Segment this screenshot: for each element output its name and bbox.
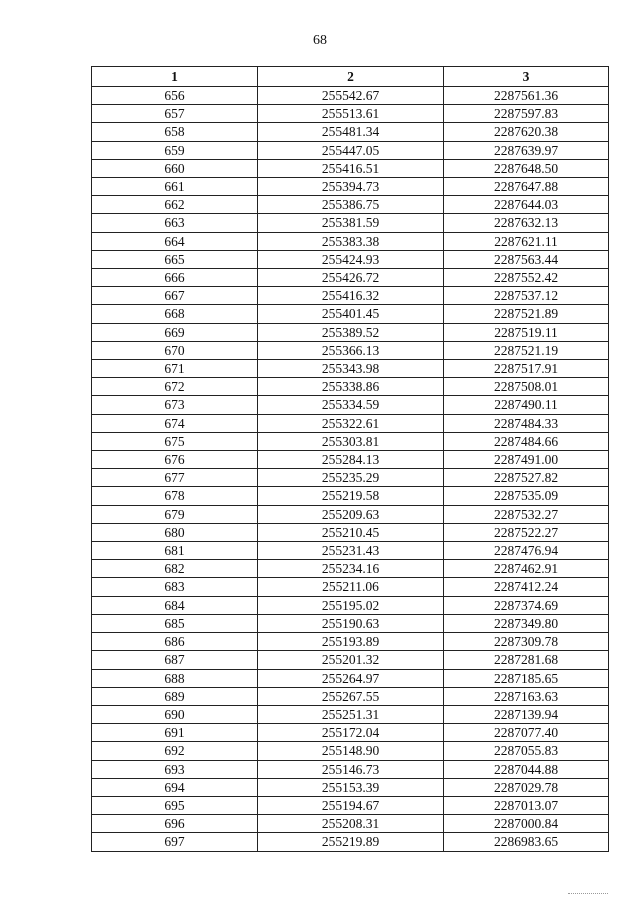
x-coordinate-cell: 255426.72: [258, 269, 444, 287]
table-row: [92, 542, 609, 560]
y-coordinate-cell: 2287647.88: [444, 178, 609, 196]
y-coordinate-cell: 2287349.80: [444, 614, 609, 632]
point-number-cell: 679: [92, 505, 258, 523]
y-coordinate-cell: 2287000.84: [444, 815, 609, 833]
y-coordinate-cell: 2287309.78: [444, 633, 609, 651]
x-coordinate-cell: 255190.63: [258, 614, 444, 632]
x-coordinate-cell: 255219.89: [258, 833, 444, 851]
x-coordinate-cell: 255234.16: [258, 560, 444, 578]
x-coordinate-cell: 255148.90: [258, 742, 444, 760]
table-row: [92, 687, 609, 705]
x-coordinate-cell: 255303.81: [258, 432, 444, 450]
point-number-cell: 661: [92, 178, 258, 196]
x-coordinate-cell: 255209.63: [258, 505, 444, 523]
x-coordinate-cell: 255195.02: [258, 596, 444, 614]
point-number-cell: 685: [92, 614, 258, 632]
y-coordinate-cell: 2287621.11: [444, 232, 609, 250]
point-number-cell: 668: [92, 305, 258, 323]
y-coordinate-cell: 2287597.83: [444, 105, 609, 123]
table-row: [92, 669, 609, 687]
table-row: [92, 396, 609, 414]
point-number-cell: 671: [92, 360, 258, 378]
point-number-cell: 672: [92, 378, 258, 396]
x-coordinate-cell: 255424.93: [258, 250, 444, 268]
point-number-cell: 691: [92, 724, 258, 742]
table-row: [92, 360, 609, 378]
point-number-cell: 682: [92, 560, 258, 578]
table-body: [92, 87, 609, 852]
point-number-cell: 693: [92, 760, 258, 778]
table-row: [92, 796, 609, 814]
y-coordinate-cell: 2287077.40: [444, 724, 609, 742]
table-row: [92, 250, 609, 268]
y-coordinate-cell: 2287412.24: [444, 578, 609, 596]
table-row: [92, 651, 609, 669]
point-number-cell: 675: [92, 432, 258, 450]
y-coordinate-cell: 2287029.78: [444, 778, 609, 796]
point-number-cell: 695: [92, 796, 258, 814]
x-coordinate-cell: 255201.32: [258, 651, 444, 669]
x-coordinate-cell: 255153.39: [258, 778, 444, 796]
header-row: [92, 67, 609, 87]
table-row: [92, 724, 609, 742]
x-coordinate-cell: 255334.59: [258, 396, 444, 414]
point-number-cell: 657: [92, 105, 258, 123]
point-number-cell: 666: [92, 269, 258, 287]
y-coordinate-cell: 2287521.89: [444, 305, 609, 323]
coordinates-table: [91, 66, 609, 852]
table-row: [92, 833, 609, 851]
y-coordinate-cell: 2287055.83: [444, 742, 609, 760]
y-coordinate-cell: 2287648.50: [444, 159, 609, 177]
x-coordinate-cell: 255394.73: [258, 178, 444, 196]
point-number-cell: 660: [92, 159, 258, 177]
y-coordinate-cell: 2287476.94: [444, 542, 609, 560]
table-row: [92, 505, 609, 523]
y-coordinate-cell: 2287561.36: [444, 87, 609, 105]
x-coordinate-cell: 255231.43: [258, 542, 444, 560]
table-row: [92, 105, 609, 123]
header-col-2: 2: [258, 67, 444, 87]
x-coordinate-cell: 255381.59: [258, 214, 444, 232]
point-number-cell: 664: [92, 232, 258, 250]
table-row: [92, 123, 609, 141]
y-coordinate-cell: 2287508.01: [444, 378, 609, 396]
x-coordinate-cell: 255416.51: [258, 159, 444, 177]
table-row: [92, 815, 609, 833]
x-coordinate-cell: 255513.61: [258, 105, 444, 123]
point-number-cell: 669: [92, 323, 258, 341]
x-coordinate-cell: 255386.75: [258, 196, 444, 214]
x-coordinate-cell: 255235.29: [258, 469, 444, 487]
table-row: [92, 159, 609, 177]
point-number-cell: 676: [92, 451, 258, 469]
x-coordinate-cell: 255264.97: [258, 669, 444, 687]
table-header: [92, 67, 609, 87]
point-number-cell: 667: [92, 287, 258, 305]
table-row: [92, 451, 609, 469]
y-coordinate-cell: 2287517.91: [444, 360, 609, 378]
point-number-cell: 697: [92, 833, 258, 851]
point-number-cell: 656: [92, 87, 258, 105]
point-number-cell: 665: [92, 250, 258, 268]
point-number-cell: 673: [92, 396, 258, 414]
table-row: [92, 414, 609, 432]
y-coordinate-cell: 2287527.82: [444, 469, 609, 487]
x-coordinate-cell: 255416.32: [258, 287, 444, 305]
table-row: [92, 196, 609, 214]
point-number-cell: 694: [92, 778, 258, 796]
y-coordinate-cell: 2287519.11: [444, 323, 609, 341]
table-row: [92, 705, 609, 723]
x-coordinate-cell: 255146.73: [258, 760, 444, 778]
y-coordinate-cell: 2287484.66: [444, 432, 609, 450]
y-coordinate-cell: 2287491.00: [444, 451, 609, 469]
x-coordinate-cell: 255322.61: [258, 414, 444, 432]
point-number-cell: 662: [92, 196, 258, 214]
y-coordinate-cell: 2287462.91: [444, 560, 609, 578]
point-number-cell: 659: [92, 141, 258, 159]
table-row: [92, 341, 609, 359]
table-row: [92, 487, 609, 505]
point-number-cell: 692: [92, 742, 258, 760]
point-number-cell: 663: [92, 214, 258, 232]
point-number-cell: 686: [92, 633, 258, 651]
point-number-cell: 681: [92, 542, 258, 560]
header-col-3: 3: [444, 67, 609, 87]
table-row: [92, 269, 609, 287]
x-coordinate-cell: 255193.89: [258, 633, 444, 651]
x-coordinate-cell: 255251.31: [258, 705, 444, 723]
x-coordinate-cell: 255194.67: [258, 796, 444, 814]
table-row: [92, 596, 609, 614]
page-number: 68: [313, 33, 327, 48]
table-row: [92, 232, 609, 250]
x-coordinate-cell: 255542.67: [258, 87, 444, 105]
table-row: [92, 760, 609, 778]
table-row: [92, 578, 609, 596]
point-number-cell: 680: [92, 523, 258, 541]
point-number-cell: 696: [92, 815, 258, 833]
table-row: [92, 141, 609, 159]
point-number-cell: 689: [92, 687, 258, 705]
point-number-cell: 670: [92, 341, 258, 359]
point-number-cell: 678: [92, 487, 258, 505]
x-coordinate-cell: 255389.52: [258, 323, 444, 341]
table-row: [92, 742, 609, 760]
x-coordinate-cell: 255172.04: [258, 724, 444, 742]
table-row: [92, 432, 609, 450]
table-row: [92, 560, 609, 578]
y-coordinate-cell: 2287639.97: [444, 141, 609, 159]
y-coordinate-cell: 2287620.38: [444, 123, 609, 141]
x-coordinate-cell: 255211.06: [258, 578, 444, 596]
point-number-cell: 677: [92, 469, 258, 487]
point-number-cell: 683: [92, 578, 258, 596]
y-coordinate-cell: 2287532.27: [444, 505, 609, 523]
y-coordinate-cell: 2287521.19: [444, 341, 609, 359]
table-row: [92, 614, 609, 632]
y-coordinate-cell: 2287563.44: [444, 250, 609, 268]
y-coordinate-cell: 2287644.03: [444, 196, 609, 214]
table-row: [92, 87, 609, 105]
point-number-cell: 688: [92, 669, 258, 687]
x-coordinate-cell: 255338.86: [258, 378, 444, 396]
table-row: [92, 305, 609, 323]
point-number-cell: 684: [92, 596, 258, 614]
y-coordinate-cell: 2287281.68: [444, 651, 609, 669]
y-coordinate-cell: 2287139.94: [444, 705, 609, 723]
table-row: [92, 523, 609, 541]
y-coordinate-cell: 2287374.69: [444, 596, 609, 614]
x-coordinate-cell: 255284.13: [258, 451, 444, 469]
y-coordinate-cell: 2287185.65: [444, 669, 609, 687]
table-row: [92, 378, 609, 396]
x-coordinate-cell: 255447.05: [258, 141, 444, 159]
point-number-cell: 687: [92, 651, 258, 669]
x-coordinate-cell: 255219.58: [258, 487, 444, 505]
y-coordinate-cell: 2287552.42: [444, 269, 609, 287]
y-coordinate-cell: 2287484.33: [444, 414, 609, 432]
y-coordinate-cell: 2287163.63: [444, 687, 609, 705]
table-row: [92, 323, 609, 341]
y-coordinate-cell: 2286983.65: [444, 833, 609, 851]
point-number-cell: 674: [92, 414, 258, 432]
table-row: [92, 287, 609, 305]
x-coordinate-cell: 255210.45: [258, 523, 444, 541]
scan-artifact: [568, 893, 608, 896]
x-coordinate-cell: 255383.38: [258, 232, 444, 250]
x-coordinate-cell: 255481.34: [258, 123, 444, 141]
y-coordinate-cell: 2287537.12: [444, 287, 609, 305]
y-coordinate-cell: 2287044.88: [444, 760, 609, 778]
y-coordinate-cell: 2287522.27: [444, 523, 609, 541]
table-row: [92, 214, 609, 232]
x-coordinate-cell: 255401.45: [258, 305, 444, 323]
x-coordinate-cell: 255366.13: [258, 341, 444, 359]
table-row: [92, 178, 609, 196]
table-row: [92, 633, 609, 651]
table-row: [92, 778, 609, 796]
point-number-cell: 690: [92, 705, 258, 723]
y-coordinate-cell: 2287535.09: [444, 487, 609, 505]
y-coordinate-cell: 2287490.11: [444, 396, 609, 414]
x-coordinate-cell: 255267.55: [258, 687, 444, 705]
point-number-cell: 658: [92, 123, 258, 141]
header-col-1: 1: [92, 67, 258, 87]
x-coordinate-cell: 255208.31: [258, 815, 444, 833]
y-coordinate-cell: 2287013.07: [444, 796, 609, 814]
y-coordinate-cell: 2287632.13: [444, 214, 609, 232]
x-coordinate-cell: 255343.98: [258, 360, 444, 378]
table-row: [92, 469, 609, 487]
